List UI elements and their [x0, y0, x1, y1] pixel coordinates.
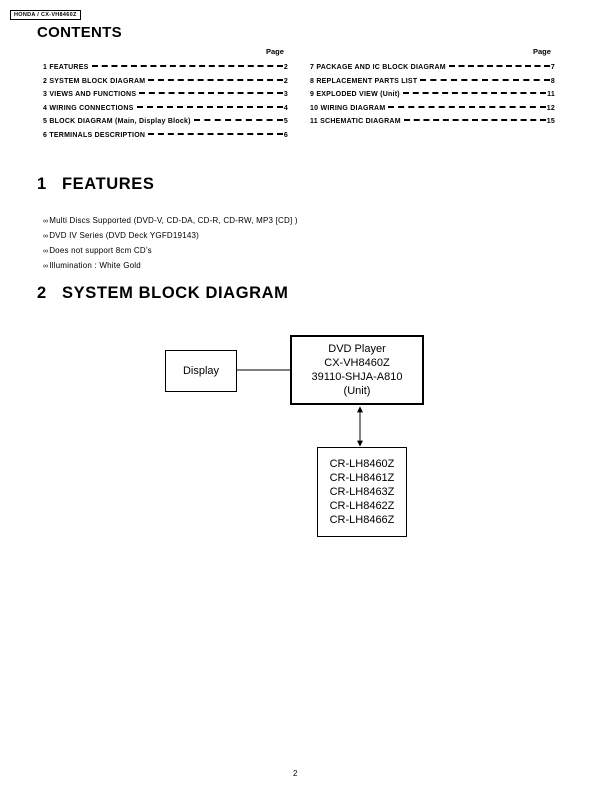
toc-left-column [43, 64, 288, 146]
cr-model: CR-LH8463Z [329, 486, 395, 498]
player-line: 39110-SHJA-A810 [311, 371, 403, 383]
toc-entry-title: 8 REPLACEMENT PARTS LIST [310, 77, 418, 85]
toc-entry-title: 1 FEATURES [43, 64, 89, 71]
feature-text: Multi Discs Supported (DVD-V, CD-DA, CD-R, CD-RW, MP3 [CD] ) [49, 216, 298, 225]
toc-entry-title: 6 TERMINALS DESCRIPTION [43, 131, 146, 139]
toc-entry-page: 11 [547, 91, 555, 99]
toc-entry-title: 2 SYSTEM BLOCK DIAGRAM [43, 77, 146, 85]
toc-leader [137, 106, 283, 108]
bullet-icon: ∞ [43, 248, 49, 255]
toc-entry-page: 8 [550, 77, 555, 85]
toc-entry-page: 7 [550, 64, 555, 71]
toc-entry-page: 4 [283, 104, 288, 112]
toc-leader [403, 92, 546, 94]
display-block [165, 350, 237, 392]
toc-entry[interactable] [43, 64, 288, 78]
feature-text: Illumination : White Gold [49, 261, 141, 270]
feature-item [43, 228, 298, 243]
toc-leader [420, 79, 549, 81]
cr-model: CR-LH8460Z [329, 458, 395, 470]
cr-models-block [317, 447, 407, 537]
feature-text: DVD IV Series (DVD Deck YGFD19143) [49, 231, 200, 240]
toc-leader [194, 119, 283, 121]
bullet-icon: ∞ [43, 233, 49, 240]
player-line: (Unit) [343, 385, 371, 397]
toc-entry-title: 7 PACKAGE AND IC BLOCK DIAGRAM [310, 64, 446, 71]
toc-entry-title: 10 WIRING DIAGRAM [310, 104, 386, 112]
toc-entry[interactable] [310, 78, 555, 92]
toc-entry-page: 5 [283, 118, 288, 126]
page-label-right: Page [533, 47, 551, 56]
feature-item [43, 243, 298, 258]
toc-leader [139, 92, 283, 94]
player-line: CX-VH8460Z [324, 357, 390, 369]
feature-item [43, 258, 298, 273]
display-label: Display [182, 365, 220, 377]
toc-entry[interactable] [43, 78, 288, 92]
feature-text: Does not support 8cm CD’s [49, 246, 152, 255]
features-list [43, 213, 298, 273]
toc-leader [92, 65, 283, 67]
toc-entry-page: 2 [283, 77, 288, 85]
features-number: 1 [37, 175, 47, 193]
system-block-title: SYSTEM BLOCK DIAGRAM [62, 284, 289, 302]
toc-leader [404, 119, 546, 121]
bullet-icon: ∞ [43, 263, 49, 270]
page-number: 2 [293, 769, 298, 778]
toc-entry-page: 3 [283, 91, 288, 99]
toc-leader [148, 133, 283, 135]
toc-entry-title: 3 VIEWS AND FUNCTIONS [43, 91, 137, 99]
system-block-number: 2 [37, 284, 47, 302]
toc-leader [449, 65, 550, 67]
toc-entry-title: 4 WIRING CONNECTIONS [43, 104, 134, 112]
page-label-left: Page [266, 47, 284, 56]
toc-entry-page: 6 [283, 131, 288, 139]
toc-entry-title: 9 EXPLODED VIEW (Unit) [310, 91, 400, 99]
toc-entry-title: 5 BLOCK DIAGRAM (Main, Display Block) [43, 118, 191, 126]
toc-right-column [310, 64, 555, 132]
toc-entry-title: 11 SCHEMATIC DIAGRAM [310, 118, 401, 126]
toc-leader [148, 79, 283, 81]
toc-entry[interactable] [43, 91, 288, 105]
system-block-heading [37, 284, 289, 303]
toc-entry[interactable] [43, 105, 288, 119]
toc-entry[interactable] [310, 64, 555, 78]
contents-heading: CONTENTS [37, 24, 122, 41]
dvd-player-block [290, 335, 424, 405]
toc-entry[interactable] [310, 91, 555, 105]
toc-entry[interactable] [43, 118, 288, 132]
features-heading [37, 175, 155, 194]
features-title: FEATURES [62, 175, 155, 193]
toc-entry-page: 15 [546, 118, 555, 126]
toc-entry-page: 12 [546, 104, 555, 112]
toc-entry[interactable] [310, 118, 555, 132]
toc-entry[interactable] [310, 105, 555, 119]
feature-item [43, 213, 298, 228]
cr-model: CR-LH8466Z [329, 514, 395, 526]
toc-leader [388, 106, 545, 108]
cr-model: CR-LH8461Z [329, 472, 395, 484]
cr-model: CR-LH8462Z [329, 500, 395, 512]
toc-entry[interactable] [43, 132, 288, 146]
player-line: DVD Player [328, 343, 386, 355]
bullet-icon: ∞ [43, 218, 49, 225]
model-tag: HONDA / CX-VH8460Z [10, 10, 81, 20]
toc-entry-page: 2 [283, 64, 288, 71]
